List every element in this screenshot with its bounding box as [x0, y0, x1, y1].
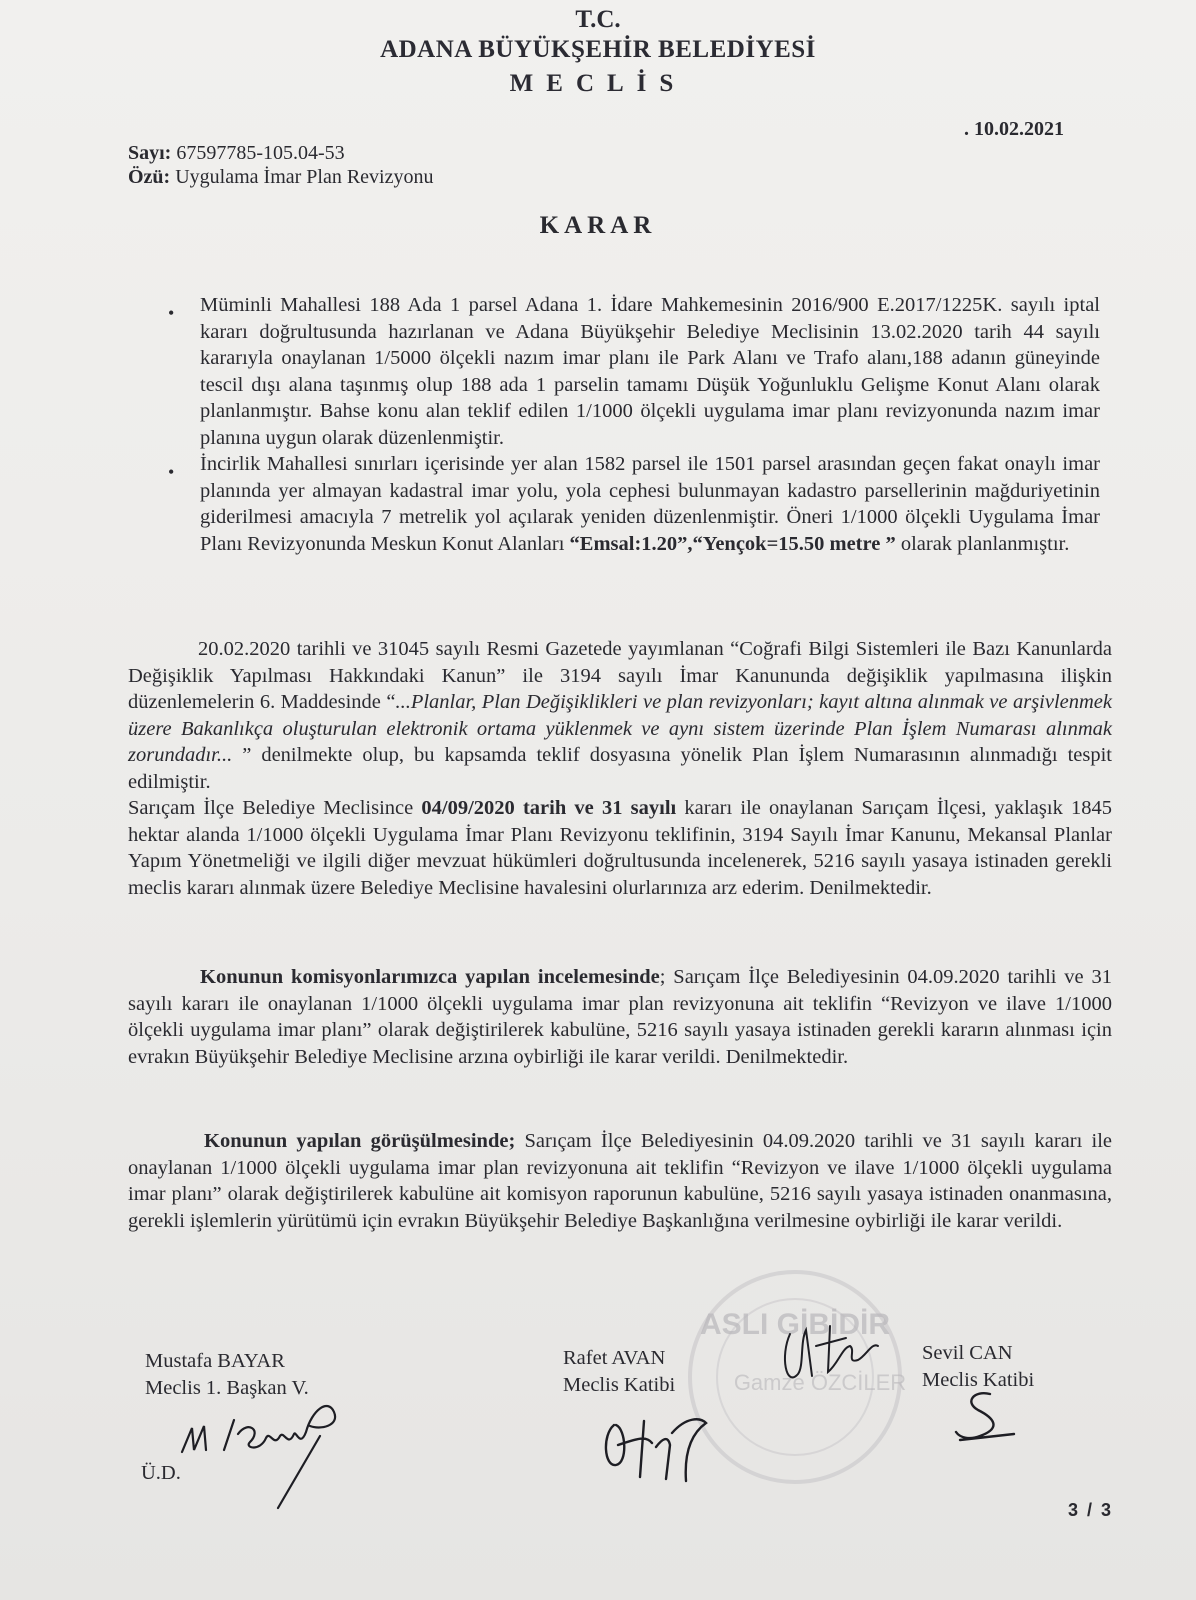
ud-note: Ü.D.	[141, 1462, 181, 1484]
p3-text: Sarıçam İlçe Belediyesinin 04.09.2020 tarihli ve 31 sayılı kararı ile onaylanan 1/1000 ölçekli uygulama imar plan revizyonuna ait teklifin “Revizyon ve ilave 1/1000 ölçekli uygulama imar planı” olarak değiştirilerek kabulüne ait komisyon raporunun kabulüne, 5216 sayılı yasaya istinaden onanmasına, gerekli işlemlerin yürütümü için evrakın Büyükşehir Belediye Başkanlığına verilmesine oybirliği ile karar verildi.	[128, 1130, 1113, 1232]
sayi-label: Sayı:	[128, 142, 172, 164]
bullet-item-incirlik	[160, 451, 1100, 557]
p1-italic-quote: ...Planlar, Plan Değişiklikleri ve plan revizyonları; kayıt altına alınmak ve arşivlenmek üzere Bakanlıkça oluşturulan elektronik ortama yüklenmek ve aynı sistem üzerinde Plan İşlem Numarası alınmak zorundadır...	[128, 691, 1113, 766]
stamp-line2: Gamze ÖZCİLER	[733, 1370, 907, 1395]
ozu-label: Özü:	[128, 166, 171, 188]
bullet-list	[160, 292, 1100, 557]
bullet-item-muminli	[160, 292, 1100, 451]
signatory-title: Meclis 1. Başkan V.	[145, 1377, 309, 1399]
signatory-name: Mustafa BAYAR	[145, 1350, 285, 1372]
signature-stamp-icon	[776, 1316, 886, 1396]
signature-bayar-icon	[170, 1390, 360, 1510]
ozu-value: Uygulama İmar Plan Revizyonu	[175, 166, 434, 188]
paragraph-legal-basis	[128, 636, 1112, 901]
reference-number	[128, 142, 345, 165]
signatory-title: Meclis Katibi	[563, 1374, 676, 1396]
document-date: . 10.02.2021	[964, 118, 1064, 140]
bullet-bold: “Emsal:1.20”,“Yençok=15.50 metre ”	[569, 532, 896, 555]
paragraph-decision	[128, 1128, 1112, 1234]
header-tc: T.C.	[575, 6, 621, 33]
p1-text-b: ” denilmekte olup, bu kapsamda teklif dosyasına yönelik Plan İşlem Numarasının alınmadığı tespit edilmiştir.	[128, 744, 1112, 793]
sayi-value: 67597785-105.04-53	[176, 142, 345, 164]
reference-subject	[128, 166, 434, 189]
signatory-can	[922, 1340, 1034, 1394]
p2-bold: Konunun komisyonlarımızca yapılan incelemesinde	[200, 966, 660, 988]
page-number: 3 / 3	[1068, 1500, 1114, 1520]
document-title: KARAR	[539, 212, 657, 239]
bullet-text: Müminli Mahallesi 188 Ada 1 parsel Adana 1. İdare Mahkemesinin 2016/900 E.2017/1225K. sayılı iptal kararı doğrultusunda hazırlanan ve Adana Büyükşehir Belediye Meclisinin 13.02.2020 tarih 44 sayılı kararıyla onaylanan 1/5000 ölçekli nazım imar planı ile Park Alanı ve Trafo alanı,188 adanın güneyinde tescil dışı alana taşınmış olup 188 ada 1 parselin tamamı Düşük Yoğunluklu Gelişme Konut Alanı olarak planlanmıştır. Bahse konu alan teklif edilen 1/1000 ölçekli uygulama imar planı revizyonunda nazım imar planına uygun olarak düzenlenmiştir.	[200, 294, 1100, 449]
p1-text-c: Sarıçam İlçe Belediye Meclisince	[128, 797, 422, 819]
bullet-text-b: olarak planlanmıştır.	[895, 532, 1070, 555]
signature-avan-icon	[596, 1395, 726, 1490]
header-meclis: MECLİS	[509, 70, 687, 97]
p1-text-a: 20.02.2020 tarihli ve 31045 sayılı Resmi Gazetede yayımlanan “Coğrafi Bilgi Sistemleri ile Bazı Kanunlarda Değişiklik Yapılması Hakkındaki Kanun” ile 3194 sayılı İmar Kanununda değişiklik yapılmasına ilişkin düzenlemelerin 6. Maddesinde “	[128, 638, 1112, 713]
stamp-line1: ASLI GİBİDİR	[699, 1308, 891, 1341]
paragraph-commission	[128, 964, 1112, 1070]
signatory-title: Meclis Katibi	[922, 1369, 1035, 1391]
header-institution: ADANA BÜYÜKŞEHİR BELEDİYESİ	[380, 36, 816, 63]
signatory-avan	[563, 1345, 675, 1399]
signature-can-icon	[950, 1388, 1030, 1448]
p3-bold: Konunun yapılan görüşülmesinde;	[204, 1130, 516, 1152]
p2-text: ; Sarıçam İlçe Belediyesinin 04.09.2020 tarihli ve 31 sayılı kararı ile onaylanan 1/1000 ölçekli uygulama imar plan revizyonuna ait teklifin “Revizyon ve ilave 1/1000 ölçekli uygulama imar planı” olarak değiştirilerek kabulüne, 5216 sayılı yasaya istinaden gerekli kararın alınması için evrakın Büyükşehir Belediye Meclisine arzına oybirliği ile karar verildi. Denilmektedir.	[128, 966, 1112, 1068]
bullet-text-a: İncirlik Mahallesi sınırları içerisinde yer alan 1582 parsel ile 1501 parsel arasından geçen fakat onaylı imar planında yer almayan kadastral imar yolu, yola cephesi bulunmayan kadastro parsellerinin mağduriyetinin giderilmesi amacıyla 7 metrelik yol açılarak yeniden düzenlenmiştir. Öneri 1/1000 ölçekli Uygulama İmar Planı Revizyonunda Meskun Konut Alanları	[200, 453, 1100, 555]
p1-bold: 04/09/2020 tarih ve 31 sayılı	[421, 797, 677, 819]
signatory-name: Rafet AVAN	[563, 1347, 666, 1369]
p1-text-d: kararı ile onaylanan Sarıçam İlçesi, yaklaşık 1845 hektar alanda 1/1000 ölçekli Uygulama İmar Planı Revizyonu teklifinin, 3194 Sayılı İmar Kanunu, Mekansal Planlar Yapım Yönetmeliği ve ilgili diğer mevzuat hükümleri doğrultusunda incelenerek, 5216 sayılı yasaya istinaden gerekli meclis kararı alınmak üzere Belediye Meclisine havalesini olurlarınıza arz ederim. Denilmektedir.	[128, 797, 1113, 899]
signatory-name: Sevil CAN	[922, 1342, 1013, 1364]
